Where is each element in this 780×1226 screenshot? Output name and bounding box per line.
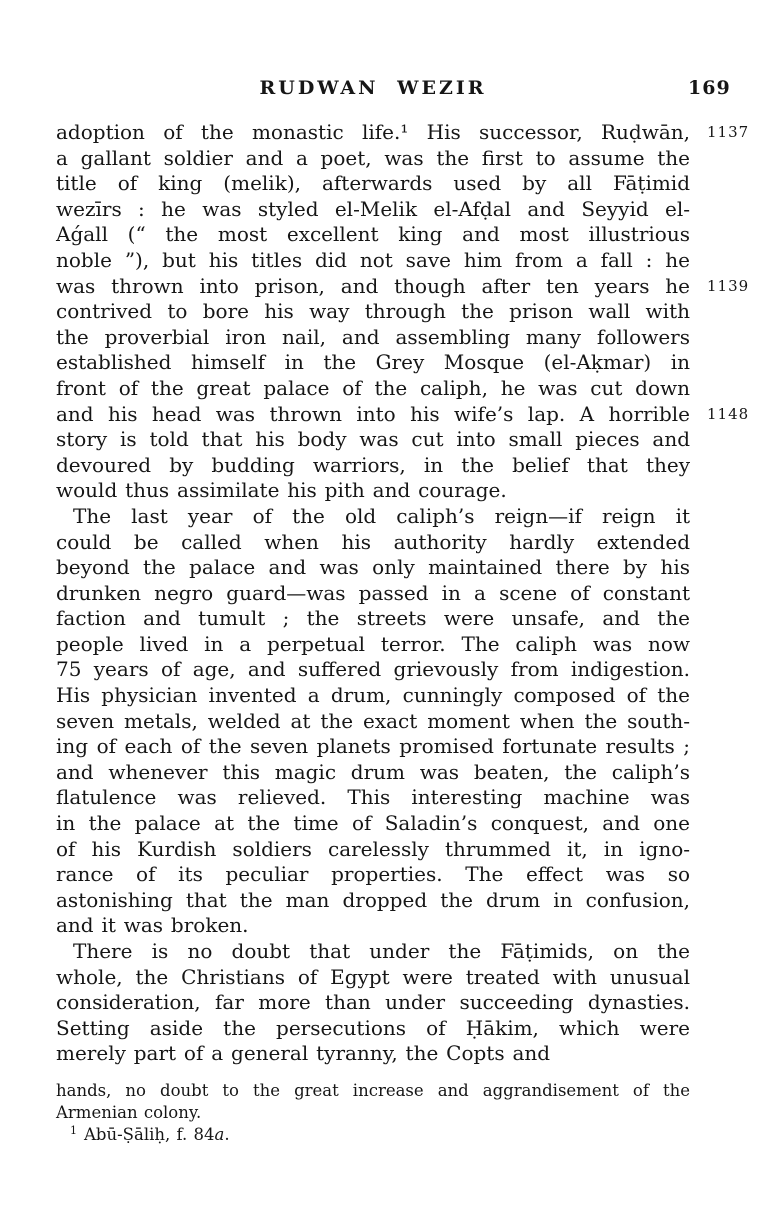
text-line: His physician invented a drum, cunningly composed of the: [56, 683, 690, 708]
body-text: [56, 120, 690, 1067]
text-line: drunken negro guard—was passed in a scene of constant: [56, 580, 690, 605]
text-line: Aǵall (“ the most excellent king and most illustrious: [56, 222, 690, 247]
text-line: people lived in a perpetual terror. The caliph was now: [56, 631, 690, 656]
text-line: faction and tumult ; the streets were unsafe, and the: [56, 606, 690, 631]
text-line: hands, no doubt to the great increase and aggrandisement of the: [56, 1081, 690, 1100]
text-line: The last year of the old caliph’s reign—if reign it: [73, 503, 690, 528]
text-line: There is no doubt that under the Fāṭimids, on the: [73, 939, 690, 963]
paragraph: [56, 120, 690, 504]
text-line: Armenian colony.: [56, 1103, 202, 1122]
footnote-reference-text: Abū-Ṣāliḥ, f. 84: [84, 1125, 215, 1144]
text-line: and his head was thrown into his wife’s lap. A horrible: [56, 401, 690, 426]
text-line: Setting aside the persecutions of Ḥākim, which were: [56, 1015, 690, 1040]
footnote-reference: [56, 1124, 690, 1146]
text-line: established himself in the Grey Mosque (el-Aḳmar) in: [56, 350, 690, 375]
text-line: flatulence was relieved. This interesting machine was: [56, 785, 690, 810]
text-line: merely part of a general tyranny, the Copts and: [56, 1041, 551, 1066]
text-line: 75 years of age, and suffered grievously from indigestion.: [56, 657, 690, 682]
text-line: consideration, far more than under succeeding dynasties.: [56, 990, 690, 1015]
text-line: of his Kurdish soldiers carelessly thrummed it, in igno-: [56, 836, 690, 861]
text-line: whole, the Christians of Egypt were treated with unusual: [56, 964, 690, 989]
footnote-folio-letter: a: [214, 1125, 225, 1144]
footnote-marker: 1: [70, 1123, 77, 1137]
footnote: [56, 1080, 690, 1146]
text-line: title of king (melik), afterwards used by all Fāṭimid: [56, 171, 690, 196]
text-line: could be called when his authority hardly extended: [56, 529, 690, 554]
text-line: beyond the palace and was only maintained there by his: [56, 555, 690, 580]
margin-date-note: 1139: [707, 276, 750, 295]
text-line: ing of each of the seven planets promised fortunate results ;: [56, 734, 690, 759]
running-head: RUDWAN WEZIR: [259, 77, 487, 99]
margin-date-note: 1148: [707, 404, 750, 423]
text-line: in the palace at the time of Saladin’s conquest, and one: [56, 811, 690, 836]
page-number: 169: [688, 77, 731, 99]
text-line: astonishing that the man dropped the drum in confusion,: [56, 887, 690, 912]
text-line: would thus assimilate his pith and courage.: [56, 478, 507, 503]
margin-date-note: 1137: [707, 123, 750, 141]
text-line: contrived to bore his way through the prison wall with: [56, 299, 690, 324]
text-line: was thrown into prison, and though after ten years he: [56, 273, 690, 298]
text-line: seven metals, welded at the exact moment when the south-: [56, 708, 690, 733]
text-line: a gallant soldier and a poet, was the first to assume the: [56, 145, 690, 170]
text-line: adoption of the monastic life.¹ His successor, Ruḍwān,: [56, 120, 690, 144]
text-line: wezīrs : he was styled el-Melik el-Afḍal and Seyyid el-: [56, 196, 690, 221]
paragraph: [56, 939, 690, 1067]
text-line: and it was broken.: [56, 913, 249, 938]
text-line: story is told that his body was cut into small pieces and: [56, 427, 690, 452]
text-line: noble ”), but his titles did not save him from a fall : he: [56, 247, 690, 272]
text-line: the proverbial iron nail, and assembling many followers: [56, 324, 690, 349]
footnote-continuation: [56, 1080, 690, 1124]
text-line: front of the great palace of the caliph, he was cut down: [56, 375, 690, 400]
text-line: rance of its peculiar properties. The effect was so: [56, 862, 690, 887]
paragraph: [56, 504, 690, 939]
text-line: and whenever this magic drum was beaten, the caliph’s: [56, 759, 690, 784]
text-line: devoured by budding warriors, in the belief that they: [56, 452, 690, 477]
footnote-reference-suffix: .: [224, 1125, 230, 1144]
